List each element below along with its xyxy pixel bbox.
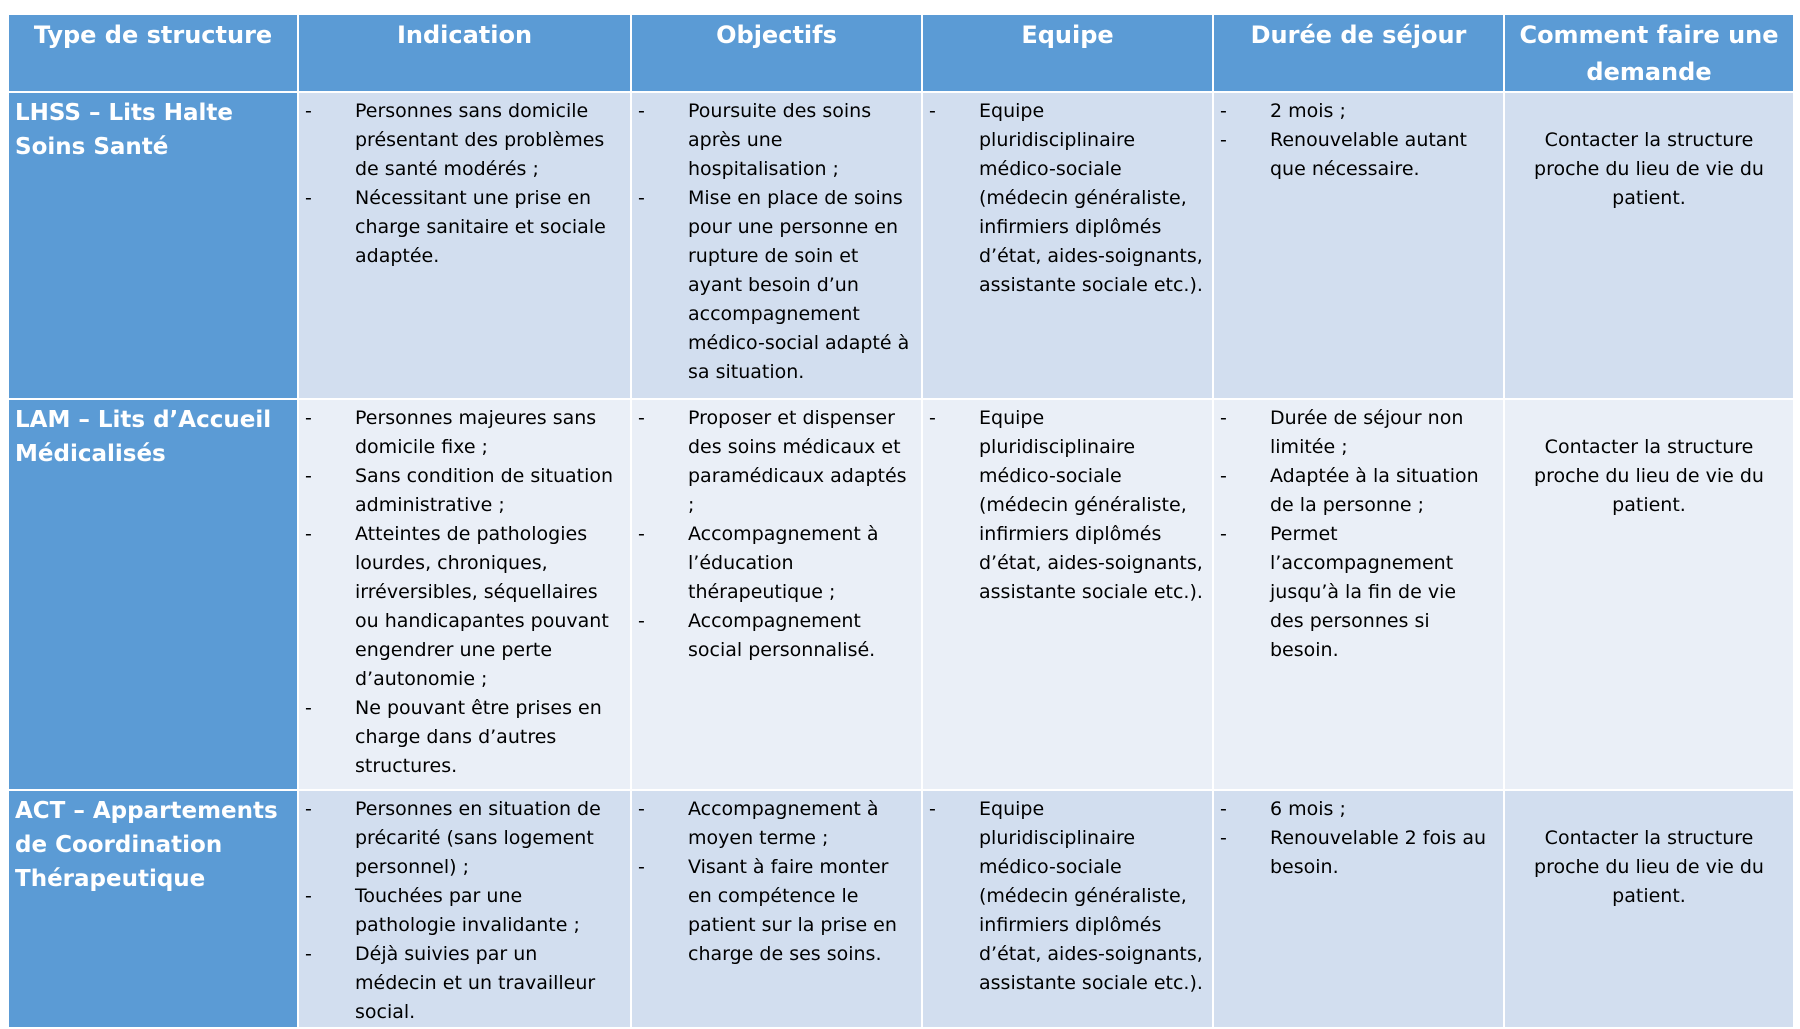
structure-type-cell: LAM – Lits d’Accueil Médicalisés xyxy=(8,399,298,790)
header-duree-de-sejour: Durée de séjour xyxy=(1213,14,1504,92)
list-item xyxy=(632,795,921,853)
equipe-list xyxy=(923,795,1212,998)
list-item xyxy=(1214,462,1503,520)
header-type-de-structure: Type de structure xyxy=(8,14,298,92)
list-item-text: Ne pouvant être prises en charge dans d’autres structures. xyxy=(355,697,602,777)
bullet-dash: - xyxy=(638,187,645,209)
list-item xyxy=(1214,97,1503,126)
objectifs-list xyxy=(632,795,921,969)
list-item xyxy=(299,882,630,940)
bullet-dash: - xyxy=(638,610,645,632)
list-item-text: 6 mois ; xyxy=(1270,798,1346,820)
structure-type-cell: LHSS – Lits Halte Soins Santé xyxy=(8,92,298,399)
list-item-text: Accompagnement à moyen terme ; xyxy=(688,798,879,849)
table-row xyxy=(8,92,1794,399)
header-row xyxy=(8,14,1794,92)
bullet-dash: - xyxy=(305,465,312,487)
list-item xyxy=(632,97,921,184)
list-item xyxy=(923,795,1212,998)
list-item-text: Renouvelable 2 fois au besoin. xyxy=(1270,827,1487,878)
list-item-text: Accompagnement social personnalisé. xyxy=(688,610,876,661)
list-item-text: Adaptée à la situation de la personne ; xyxy=(1270,465,1479,516)
duree-list xyxy=(1214,404,1503,665)
demande-cell xyxy=(1504,790,1794,1028)
list-item xyxy=(299,694,630,781)
duree-list xyxy=(1214,97,1503,184)
header-objectifs: Objectifs xyxy=(631,14,922,92)
bullet-dash: - xyxy=(638,407,645,429)
list-item xyxy=(299,97,630,184)
list-item-text: Nécessitant une prise en charge sanitaire et sociale adaptée. xyxy=(355,187,606,267)
demande-cell xyxy=(1504,92,1794,399)
list-item-text: Personnes majeures sans domicile fixe ; xyxy=(355,407,597,458)
table-row xyxy=(8,790,1794,1028)
objectifs-cell xyxy=(631,790,922,1028)
list-item-text: Sans condition de situation administrative ; xyxy=(355,465,614,516)
bullet-dash: - xyxy=(305,697,312,719)
equipe-list xyxy=(923,404,1212,607)
list-item-text: Personnes sans domicile présentant des problèmes de santé modérés ; xyxy=(355,100,605,180)
list-item xyxy=(632,853,921,969)
bullet-dash: - xyxy=(305,885,312,907)
list-item xyxy=(299,940,630,1027)
list-item-text: Poursuite des soins après une hospitalisation ; xyxy=(688,100,872,180)
list-item-text: Permet l’accompagnement jusqu’à la fin de vie des personnes si besoin. xyxy=(1270,523,1457,661)
indication-cell xyxy=(298,399,631,790)
list-item xyxy=(299,795,630,882)
equipe-cell xyxy=(922,92,1213,399)
bullet-dash: - xyxy=(1220,465,1227,487)
equipe-cell xyxy=(922,399,1213,790)
table-body xyxy=(8,92,1794,1028)
list-item xyxy=(1214,795,1503,824)
structures-table xyxy=(7,13,1795,1029)
list-item xyxy=(1214,520,1503,665)
bullet-dash: - xyxy=(1220,827,1227,849)
list-item xyxy=(299,520,630,694)
bullet-dash: - xyxy=(638,100,645,122)
indication-list xyxy=(299,97,630,271)
list-item-text: 2 mois ; xyxy=(1270,100,1346,122)
indication-cell xyxy=(298,92,631,399)
equipe-cell xyxy=(922,790,1213,1028)
list-item-text: Durée de séjour non limitée ; xyxy=(1270,407,1464,458)
bullet-dash: - xyxy=(929,100,936,122)
bullet-dash: - xyxy=(1220,523,1227,545)
duree-cell xyxy=(1213,790,1504,1028)
list-item xyxy=(1214,404,1503,462)
indication-cell xyxy=(298,790,631,1028)
bullet-dash: - xyxy=(305,407,312,429)
list-item-text: Atteintes de pathologies lourdes, chroniques, irréversibles, séquellaires ou handicapantes pouvant engendrer une perte d’autonomie ; xyxy=(355,523,609,690)
bullet-dash: - xyxy=(1220,100,1227,122)
list-item-text: Equipe pluridisciplinaire médico-sociale (médecin généraliste, infirmiers diplômés d’état, aides-soignants, assistante sociale etc.). xyxy=(979,798,1203,994)
list-item xyxy=(1214,824,1503,882)
table-header xyxy=(8,14,1794,92)
duree-cell xyxy=(1213,399,1504,790)
bullet-dash: - xyxy=(305,100,312,122)
list-item xyxy=(923,97,1212,300)
list-item-text: Visant à faire monter en compétence le patient sur la prise en charge de ses soins. xyxy=(688,856,897,965)
header-comment-faire-une-demande: Comment faire une demande xyxy=(1504,14,1794,92)
bullet-dash: - xyxy=(638,523,645,545)
indication-list xyxy=(299,404,630,781)
bullet-dash: - xyxy=(638,798,645,820)
bullet-dash: - xyxy=(1220,798,1227,820)
bullet-dash: - xyxy=(305,187,312,209)
bullet-dash: - xyxy=(929,798,936,820)
demande-text: Contacter la structure proche du lieu de vie du patient. xyxy=(1534,129,1764,209)
list-item-text: Mise en place de soins pour une personne en rupture de soin et ayant besoin d’un accompagnement médico-social adapté à sa situation. xyxy=(688,187,910,383)
bullet-dash: - xyxy=(305,943,312,965)
bullet-dash: - xyxy=(1220,407,1227,429)
bullet-dash: - xyxy=(305,798,312,820)
list-item xyxy=(632,520,921,607)
bullet-dash: - xyxy=(1220,129,1227,151)
header-equipe: Equipe xyxy=(922,14,1213,92)
list-item xyxy=(923,404,1212,607)
list-item-text: Touchées par une pathologie invalidante ; xyxy=(355,885,580,936)
equipe-list xyxy=(923,97,1212,300)
structure-type-cell: ACT – Appartements de Coordination Thérapeutique xyxy=(8,790,298,1028)
list-item-text: Déjà suivies par un médecin et un travailleur social. xyxy=(355,943,596,1023)
list-item-text: Renouvelable autant que nécessaire. xyxy=(1270,129,1467,180)
objectifs-cell xyxy=(631,92,922,399)
list-item-text: Equipe pluridisciplinaire médico-sociale (médecin généraliste, infirmiers diplômés d’état, aides-soignants, assistante sociale etc.). xyxy=(979,100,1203,296)
list-item xyxy=(1214,126,1503,184)
list-item-text: Accompagnement à l’éducation thérapeutique ; xyxy=(688,523,879,603)
demande-cell xyxy=(1504,399,1794,790)
list-item-text: Equipe pluridisciplinaire médico-sociale (médecin généraliste, infirmiers diplômés d’état, aides-soignants, assistante sociale etc.). xyxy=(979,407,1203,603)
list-item xyxy=(299,462,630,520)
table-row xyxy=(8,399,1794,790)
objectifs-list xyxy=(632,97,921,387)
indication-list xyxy=(299,795,630,1027)
list-item-text: Personnes en situation de précarité (sans logement personnel) ; xyxy=(355,798,601,878)
bullet-dash: - xyxy=(638,856,645,878)
list-item xyxy=(632,184,921,387)
bullet-dash: - xyxy=(929,407,936,429)
demande-text: Contacter la structure proche du lieu de vie du patient. xyxy=(1534,436,1764,516)
duree-list xyxy=(1214,795,1503,882)
list-item xyxy=(632,607,921,665)
objectifs-cell xyxy=(631,399,922,790)
duree-cell xyxy=(1213,92,1504,399)
list-item xyxy=(299,404,630,462)
header-indication: Indication xyxy=(298,14,631,92)
objectifs-list xyxy=(632,404,921,665)
list-item xyxy=(632,404,921,520)
bullet-dash: - xyxy=(305,523,312,545)
list-item-text: Proposer et dispenser des soins médicaux et paramédicaux adaptés ; xyxy=(688,407,907,516)
list-item xyxy=(299,184,630,271)
demande-text: Contacter la structure proche du lieu de vie du patient. xyxy=(1534,827,1764,907)
structures-table-container xyxy=(7,13,1793,1029)
